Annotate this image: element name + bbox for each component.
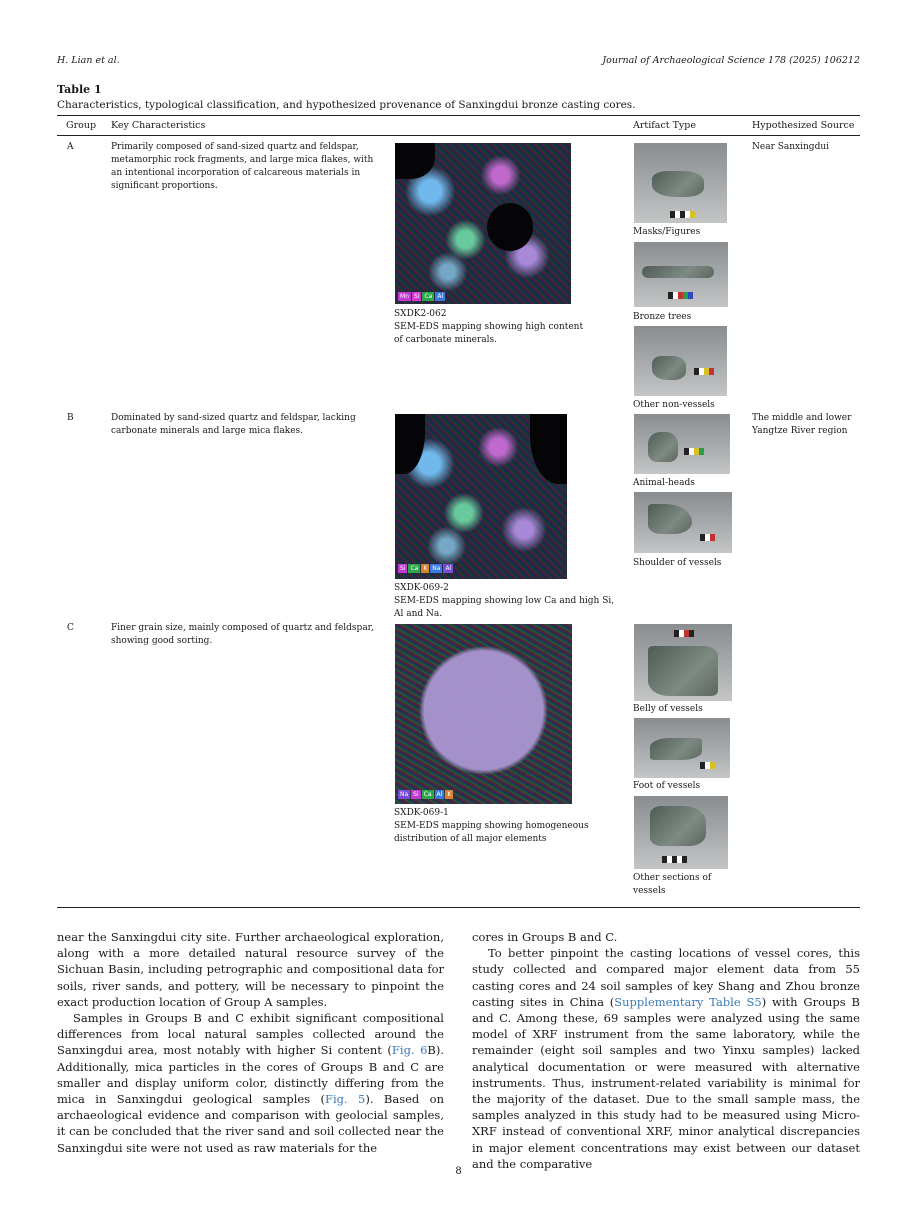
col-header-characteristics: Key Characteristics <box>111 120 206 131</box>
table-bottom-rule <box>57 907 860 908</box>
table-label: Table 1 <box>57 83 102 96</box>
sem-image-group-c <box>395 624 572 804</box>
artifact-label-foot-vessels: Foot of vessels <box>633 781 701 791</box>
artifact-photo-shoulder-vessels <box>634 492 732 553</box>
artifact-label-belly-vessels: Belly of vessels <box>633 704 703 714</box>
legend-element: Na <box>400 791 409 798</box>
body-column-right <box>472 929 860 1172</box>
legend-element: K <box>423 565 428 572</box>
paragraph: cores in Groups B and C. <box>472 930 618 944</box>
figure-link-fig6[interactable]: Fig. 6 <box>391 1043 428 1058</box>
legend-element: Ca <box>423 791 432 798</box>
paragraph <box>57 1010 444 1156</box>
sem-image-group-a <box>395 143 571 304</box>
group-b-label: B <box>67 413 74 423</box>
paragraph <box>472 945 860 1172</box>
artifact-label-bronze-trees: Bronze trees <box>633 312 692 322</box>
page-number: 8 <box>455 1166 462 1177</box>
legend-element: Al <box>445 565 452 572</box>
image-caption-group-c: SEM-EDS mapping showing homogeneous distribution of all major elements <box>394 821 589 844</box>
image-id-group-c: SXDK-069-1 <box>394 808 449 818</box>
body-column-left <box>57 929 444 1156</box>
legend-element: Si <box>400 565 406 572</box>
artifact-label-animal-heads: Animal-heads <box>633 478 695 488</box>
col-header-source: Hypothesized Source <box>752 120 855 131</box>
artifact-label-masks: Masks/Figures <box>633 227 701 237</box>
group-a-characteristics: Primarily composed of sand-sized quartz and feldspar, metamorphic rock fragments, and large mica flakes, with an intentional incorporation of calcareous materials in significant proportions. <box>111 142 374 191</box>
image-caption-group-a: SEM-EDS mapping showing high content of carbonate minerals. <box>394 322 584 345</box>
source-group-b: The middle and lower Yangtze River region <box>752 413 852 436</box>
legend-element: Na <box>432 565 441 572</box>
table-header-rule <box>57 135 860 136</box>
legend-element: Al <box>437 293 444 300</box>
sem-image-group-b <box>395 414 567 579</box>
group-c-label: C <box>67 623 74 633</box>
sem-legend-group-a <box>398 292 445 301</box>
legend-element: Ca <box>424 293 433 300</box>
paragraph: near the Sanxingdui city site. Further archaeological exploration, along with a more detailed natural resource survey of the Sichuan Basin, including petrographic and compositional data for soils, river sands, and pottery, will be necessary to pinpoint the exact production location of Group A samples. <box>57 930 444 1009</box>
text-run: B). Additionally, mica particles in the cores of Groups B and C are smaller and display uniform color, distinctly differing from the mica in Sanxingdui geological samples ( <box>57 1043 444 1107</box>
artifact-photo-animal-heads <box>634 414 730 474</box>
text-run: ). Based on archaeological evidence and comparison with geolocial samples, it can be concluded that the river sand and soil collected near the Sanxingdui site were not used as raw materials for the <box>57 1092 444 1155</box>
artifact-label-shoulder-vessels: Shoulder of vessels <box>633 558 722 568</box>
sem-legend-group-c <box>398 790 453 799</box>
artifact-label-other-sections-vessels: Other sections of vessels <box>633 873 712 896</box>
artifact-photo-other-sections-vessels <box>634 796 728 869</box>
legend-element: K <box>447 791 452 798</box>
group-c-characteristics: Finer grain size, mainly composed of quartz and feldspar, showing good sorting. <box>111 623 374 646</box>
image-id-group-b: SXDK-069-2 <box>394 583 449 593</box>
legend-element: Al <box>436 791 443 798</box>
running-header-authors: H. Lian et al. <box>57 55 120 66</box>
text-run: Samples in Groups B and C exhibit significant compositional differences from local natural samples collected around the Sanxingdui area, most notably with higher Si content ( <box>57 1011 444 1058</box>
artifact-photo-other-non-vessels <box>634 326 727 396</box>
artifact-label-other-non-vessels: Other non-vessels <box>633 400 715 410</box>
legend-element: Mn <box>400 293 409 300</box>
table-caption: Characteristics, typological classification, and hypothesized provenance of Sanxingdui bronze casting cores. <box>57 99 636 111</box>
image-id-group-a: SXDK2-062 <box>394 309 447 319</box>
running-header-journal: Journal of Archaeological Science 178 (2025) 106212 <box>602 55 860 66</box>
table-top-rule <box>57 115 860 116</box>
col-header-group: Group <box>66 120 97 131</box>
col-header-artifact-type: Artifact Type <box>633 120 697 131</box>
artifact-photo-belly-vessels <box>634 624 732 701</box>
legend-element: Si <box>413 293 420 300</box>
legend-element: Ca <box>410 565 419 572</box>
image-caption-group-b: SEM-EDS mapping showing low Ca and high Si, Al and Na. <box>394 596 615 619</box>
artifact-photo-bronze-trees <box>634 242 728 307</box>
sem-legend-group-b <box>398 564 453 573</box>
artifact-photo-foot-vessels <box>634 718 730 778</box>
artifact-photo-masks <box>634 143 727 223</box>
legend-element: Si <box>413 791 419 798</box>
text-run: ) with Groups B and C. Among these, 69 samples were analyzed using the same model of XRF instrument from the same laboratory, while the remainder (eight soil samples and two Yinxu samples) lacked analytical documentation or were measured with alternative instruments. Thus, instrument-related variability is minimal for the majority of the dataset. Due to the small sample mass, the samples analyzed in this study had to be measured using Micro-XRF instead of conventional XRF, minor analytical discrepancies in major element concentrations may exist between our dataset and the comparative <box>472 994 860 1171</box>
figure-link-fig5[interactable]: Fig. 5 <box>325 1092 366 1107</box>
supplementary-table-link[interactable]: Supplementary Table S5 <box>614 994 762 1009</box>
group-a-label: A <box>67 142 74 152</box>
group-b-characteristics: Dominated by sand-sized quartz and feldspar, lacking carbonate minerals and large mica flakes. <box>111 413 356 436</box>
source-group-a: Near Sanxingdui <box>752 142 830 152</box>
text-run: To better pinpoint the casting locations of vessel cores, this study collected and compared major element data from 55 casting cores and 24 soil samples of key Shang and Zhou bronze casting sites in China ( <box>472 946 860 1009</box>
